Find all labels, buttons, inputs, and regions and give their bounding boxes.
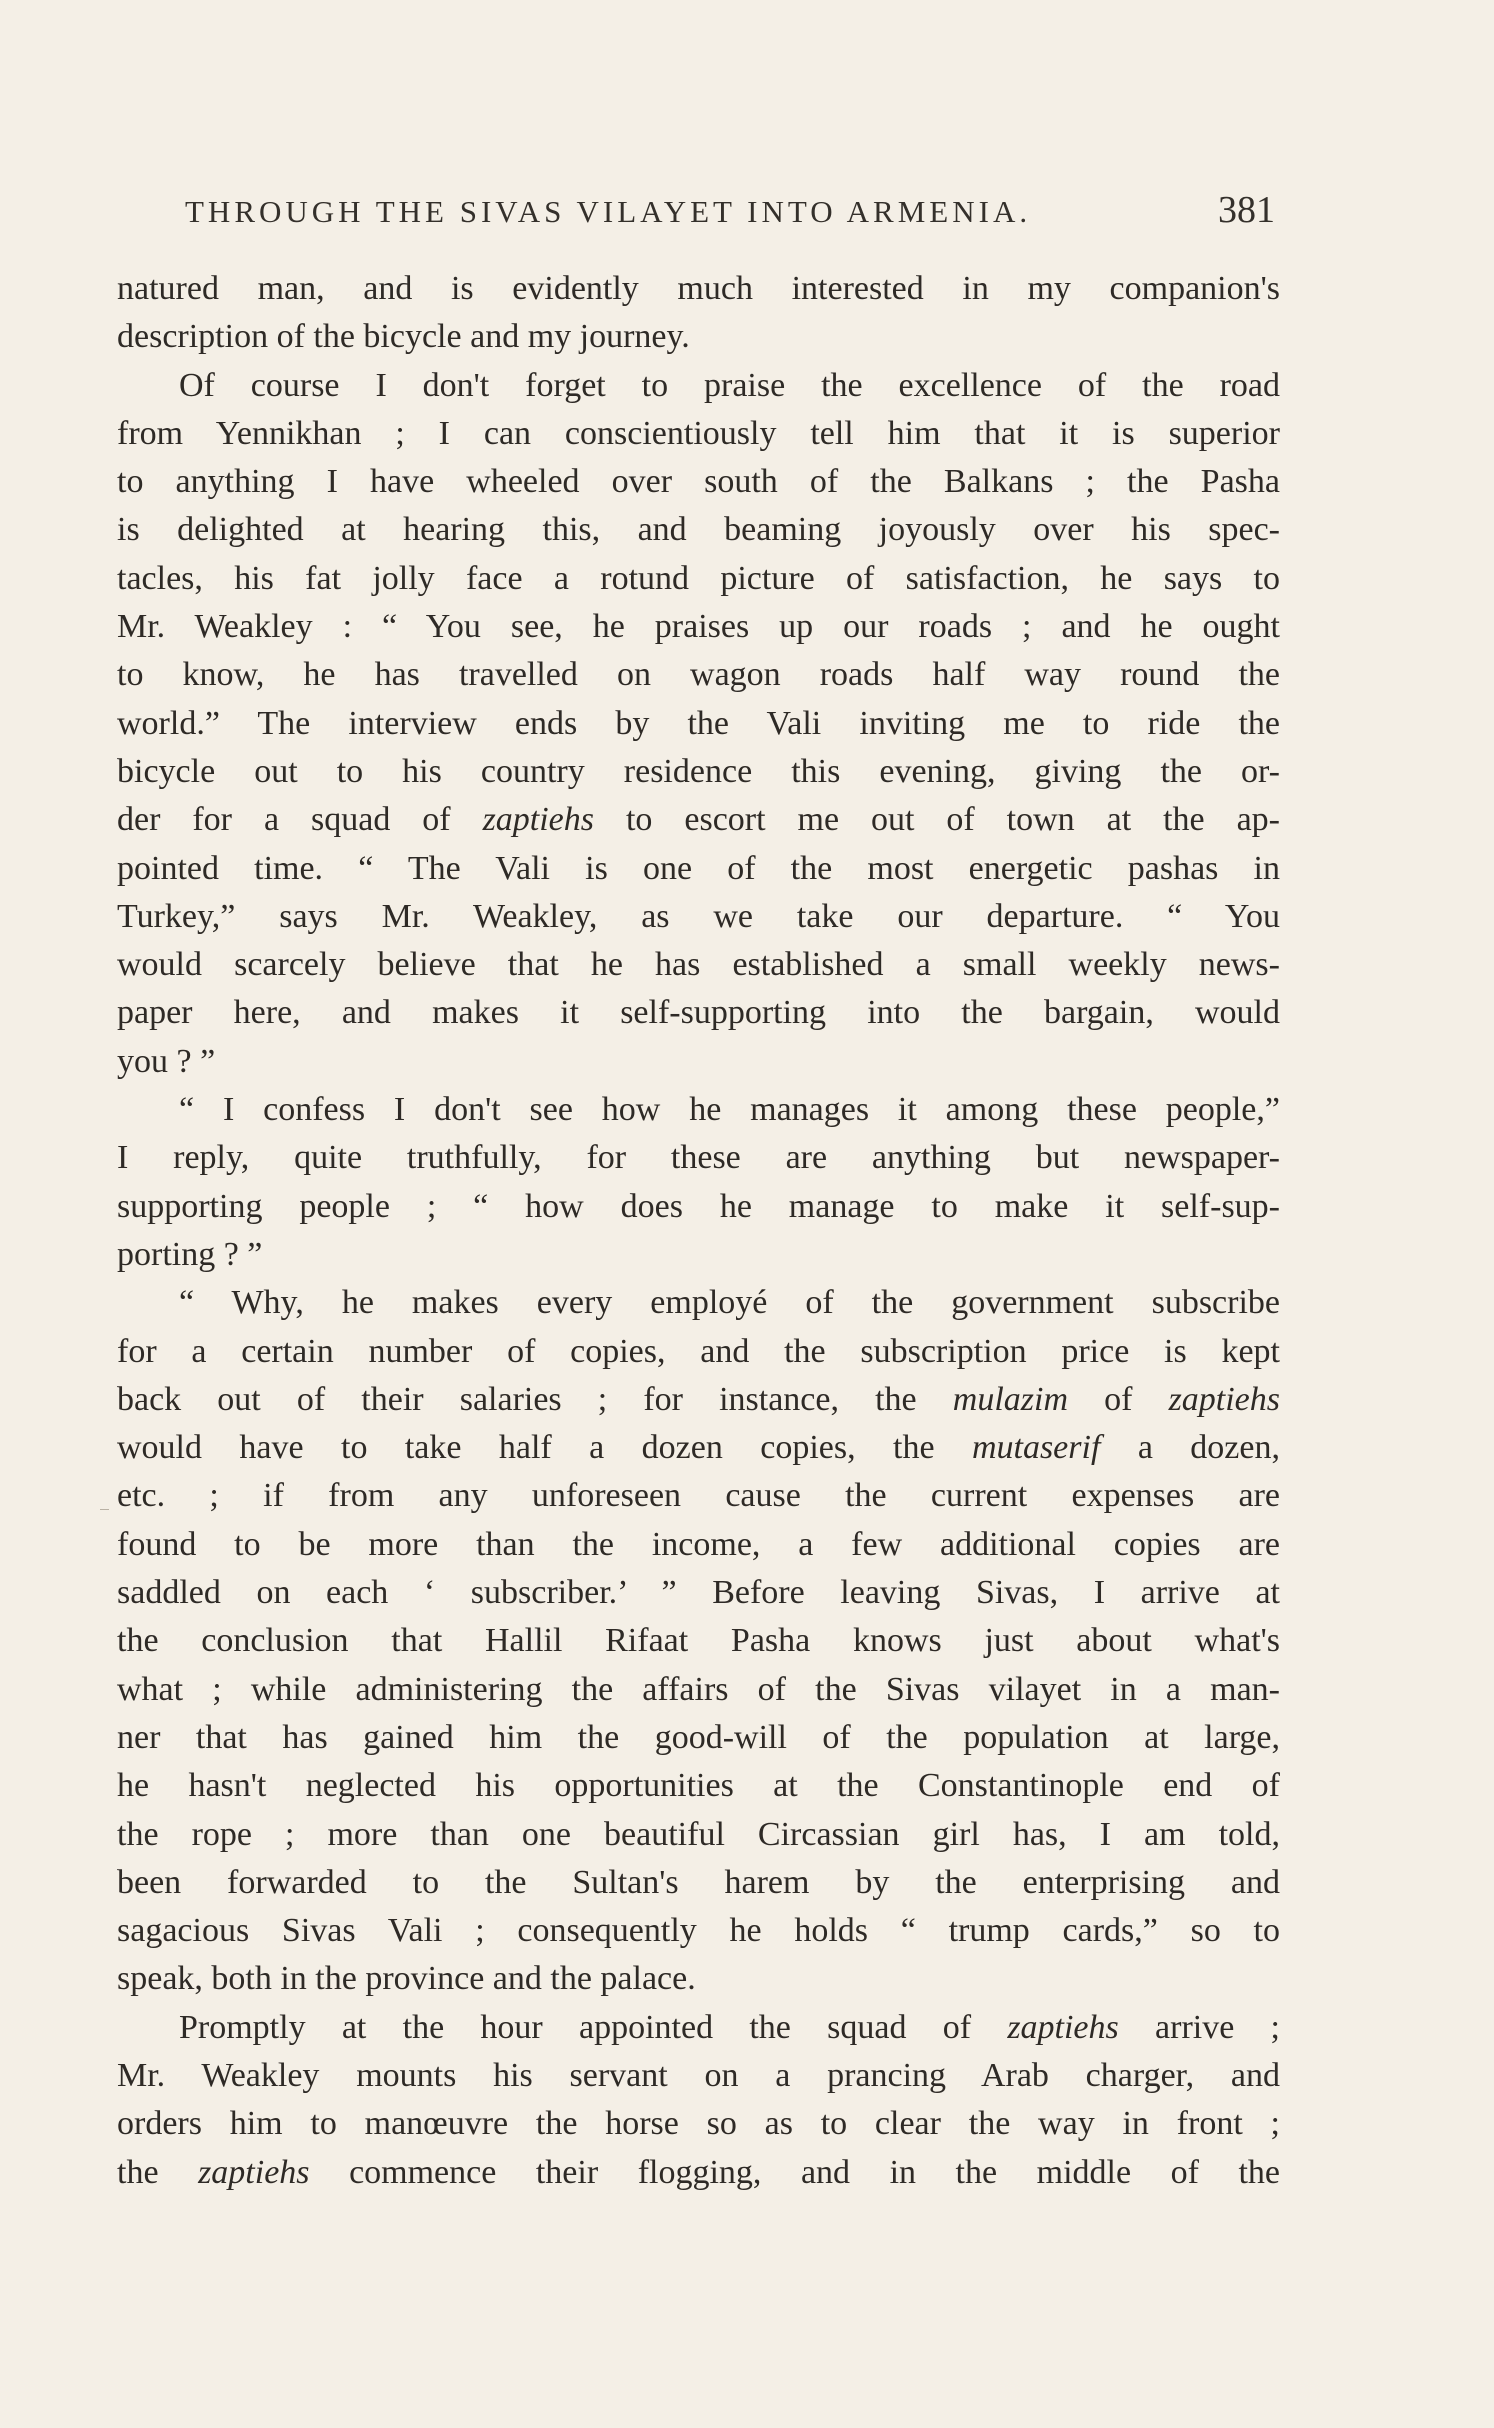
text-line: is delighted at hearing this, and beaming joyously over his spec- — [117, 511, 1280, 549]
text-line — [117, 2004, 1280, 2052]
text-line: to anything I have wheeled over south of the Balkans ; the Pasha — [117, 463, 1280, 501]
text-run: commence their flogging, and in the middle of the — [309, 2153, 1280, 2191]
text-line: pointed time. “ The Vali is one of the most energetic pashas in — [117, 849, 1280, 887]
italic-term: zaptiehs — [1007, 2008, 1119, 2046]
text-line: you ? ” — [117, 1042, 216, 1080]
paragraph-5 — [117, 2004, 1280, 2197]
paragraph-3 — [117, 1086, 1280, 1279]
text-line: Mr. Weakley mounts his servant on a prancing Arab charger, and — [117, 2056, 1280, 2094]
italic-term: mutaserif — [971, 1429, 1101, 1467]
text-line: description of the bicycle and my journey. — [117, 318, 690, 356]
italic-term: zaptiehs — [482, 801, 595, 839]
running-head — [185, 188, 1275, 238]
text-line: been forwarded to the Sultan's harem by the enterprising and — [117, 1863, 1280, 1901]
text-run: arrive ; — [1118, 2008, 1281, 2046]
text-line: “ I confess I don't see how he manages it among these people,” — [179, 1091, 1280, 1129]
paragraph-1 — [117, 265, 1280, 362]
text-line: I reply, quite truthfully, for these are anything but newspaper- — [117, 1139, 1280, 1177]
text-line: world.” The interview ends by the Vali inviting me to ride the — [117, 704, 1280, 742]
text-line — [117, 796, 1280, 844]
text-run: a dozen, — [1100, 1429, 1280, 1467]
body-text — [117, 265, 1280, 2197]
italic-term: zaptiehs — [198, 2153, 310, 2191]
text-line: the conclusion that Hallil Rifaat Pasha knows just about what's — [117, 1622, 1280, 1660]
italic-term: zaptiehs — [1168, 1380, 1281, 1418]
page-number: 381 — [1218, 189, 1275, 231]
text-line: tacles, his fat jolly face a rotund picture of satisfaction, he says to — [117, 559, 1280, 597]
text-line: saddled on each ‘ subscriber.’ ” Before leaving Sivas, I arrive at — [117, 1574, 1280, 1612]
text-run: of — [1068, 1380, 1169, 1418]
text-line — [117, 1424, 1280, 1472]
text-line: Turkey,” says Mr. Weakley, as we take our departure. “ You — [117, 897, 1280, 935]
text-line: Of course I don't forget to praise the excellence of the road — [179, 366, 1280, 404]
text-line: paper here, and makes it self-supporting into the bargain, would — [117, 994, 1280, 1032]
text-line: orders him to manœuvre the horse so as to clear the way in front ; — [117, 2105, 1280, 2143]
text-run: Promptly at the hour appointed the squad of — [179, 2008, 1008, 2046]
text-line — [117, 1376, 1280, 1424]
text-line: natured man, and is evidently much interested in my companion's — [117, 270, 1280, 307]
text-line: Mr. Weakley : “ You see, he praises up our roads ; and he ought — [117, 608, 1280, 646]
text-line: ner that has gained him the good-will of the population at large, — [117, 1718, 1280, 1756]
text-line: what ; while administering the affairs of the Sivas vilayet in a man- — [117, 1670, 1280, 1708]
margin-mark — [100, 1509, 109, 1510]
text-line: the rope ; more than one beautiful Circassian girl has, I am told, — [117, 1815, 1280, 1853]
text-line: etc. ; if from any unforeseen cause the current expenses are — [117, 1477, 1280, 1515]
text-line: sagacious Sivas Vali ; consequently he holds “ trump cards,” so to — [117, 1912, 1280, 1950]
paragraph-4 — [117, 1279, 1280, 2003]
text-line: to know, he has travelled on wagon roads half way round the — [117, 656, 1280, 694]
text-line: “ Why, he makes every employé of the government subscribe — [179, 1284, 1280, 1322]
text-run: to escort me out of town at the ap- — [594, 801, 1281, 839]
text-run: the — [117, 2153, 199, 2191]
text-run: back out of their salaries ; for instance, the — [117, 1380, 953, 1418]
text-line: supporting people ; “ how does he manage to make it self-sup- — [117, 1187, 1280, 1225]
running-title: THROUGH THE SIVAS VILAYET INTO ARMENIA. — [185, 194, 1032, 229]
text-line: he hasn't neglected his opportunities at the Constantinople end of — [117, 1767, 1280, 1805]
text-line: would scarcely believe that he has established a small weekly news- — [117, 946, 1280, 984]
text-line: for a certain number of copies, and the subscription price is kept — [117, 1332, 1280, 1370]
text-line: bicycle out to his country residence this evening, giving the or- — [117, 752, 1280, 790]
paragraph-2 — [117, 362, 1280, 1086]
italic-term: mulazim — [952, 1380, 1068, 1418]
text-line: speak, both in the province and the palace. — [117, 1960, 696, 1998]
text-line: found to be more than the income, a few additional copies are — [117, 1525, 1280, 1563]
text-line: from Yennikhan ; I can conscientiously tell him that it is superior — [117, 414, 1280, 452]
text-run: would have to take half a dozen copies, the — [117, 1429, 972, 1467]
text-run: der for a squad of — [117, 801, 483, 839]
text-line — [117, 2149, 1280, 2197]
text-line: porting ? ” — [117, 1235, 263, 1273]
